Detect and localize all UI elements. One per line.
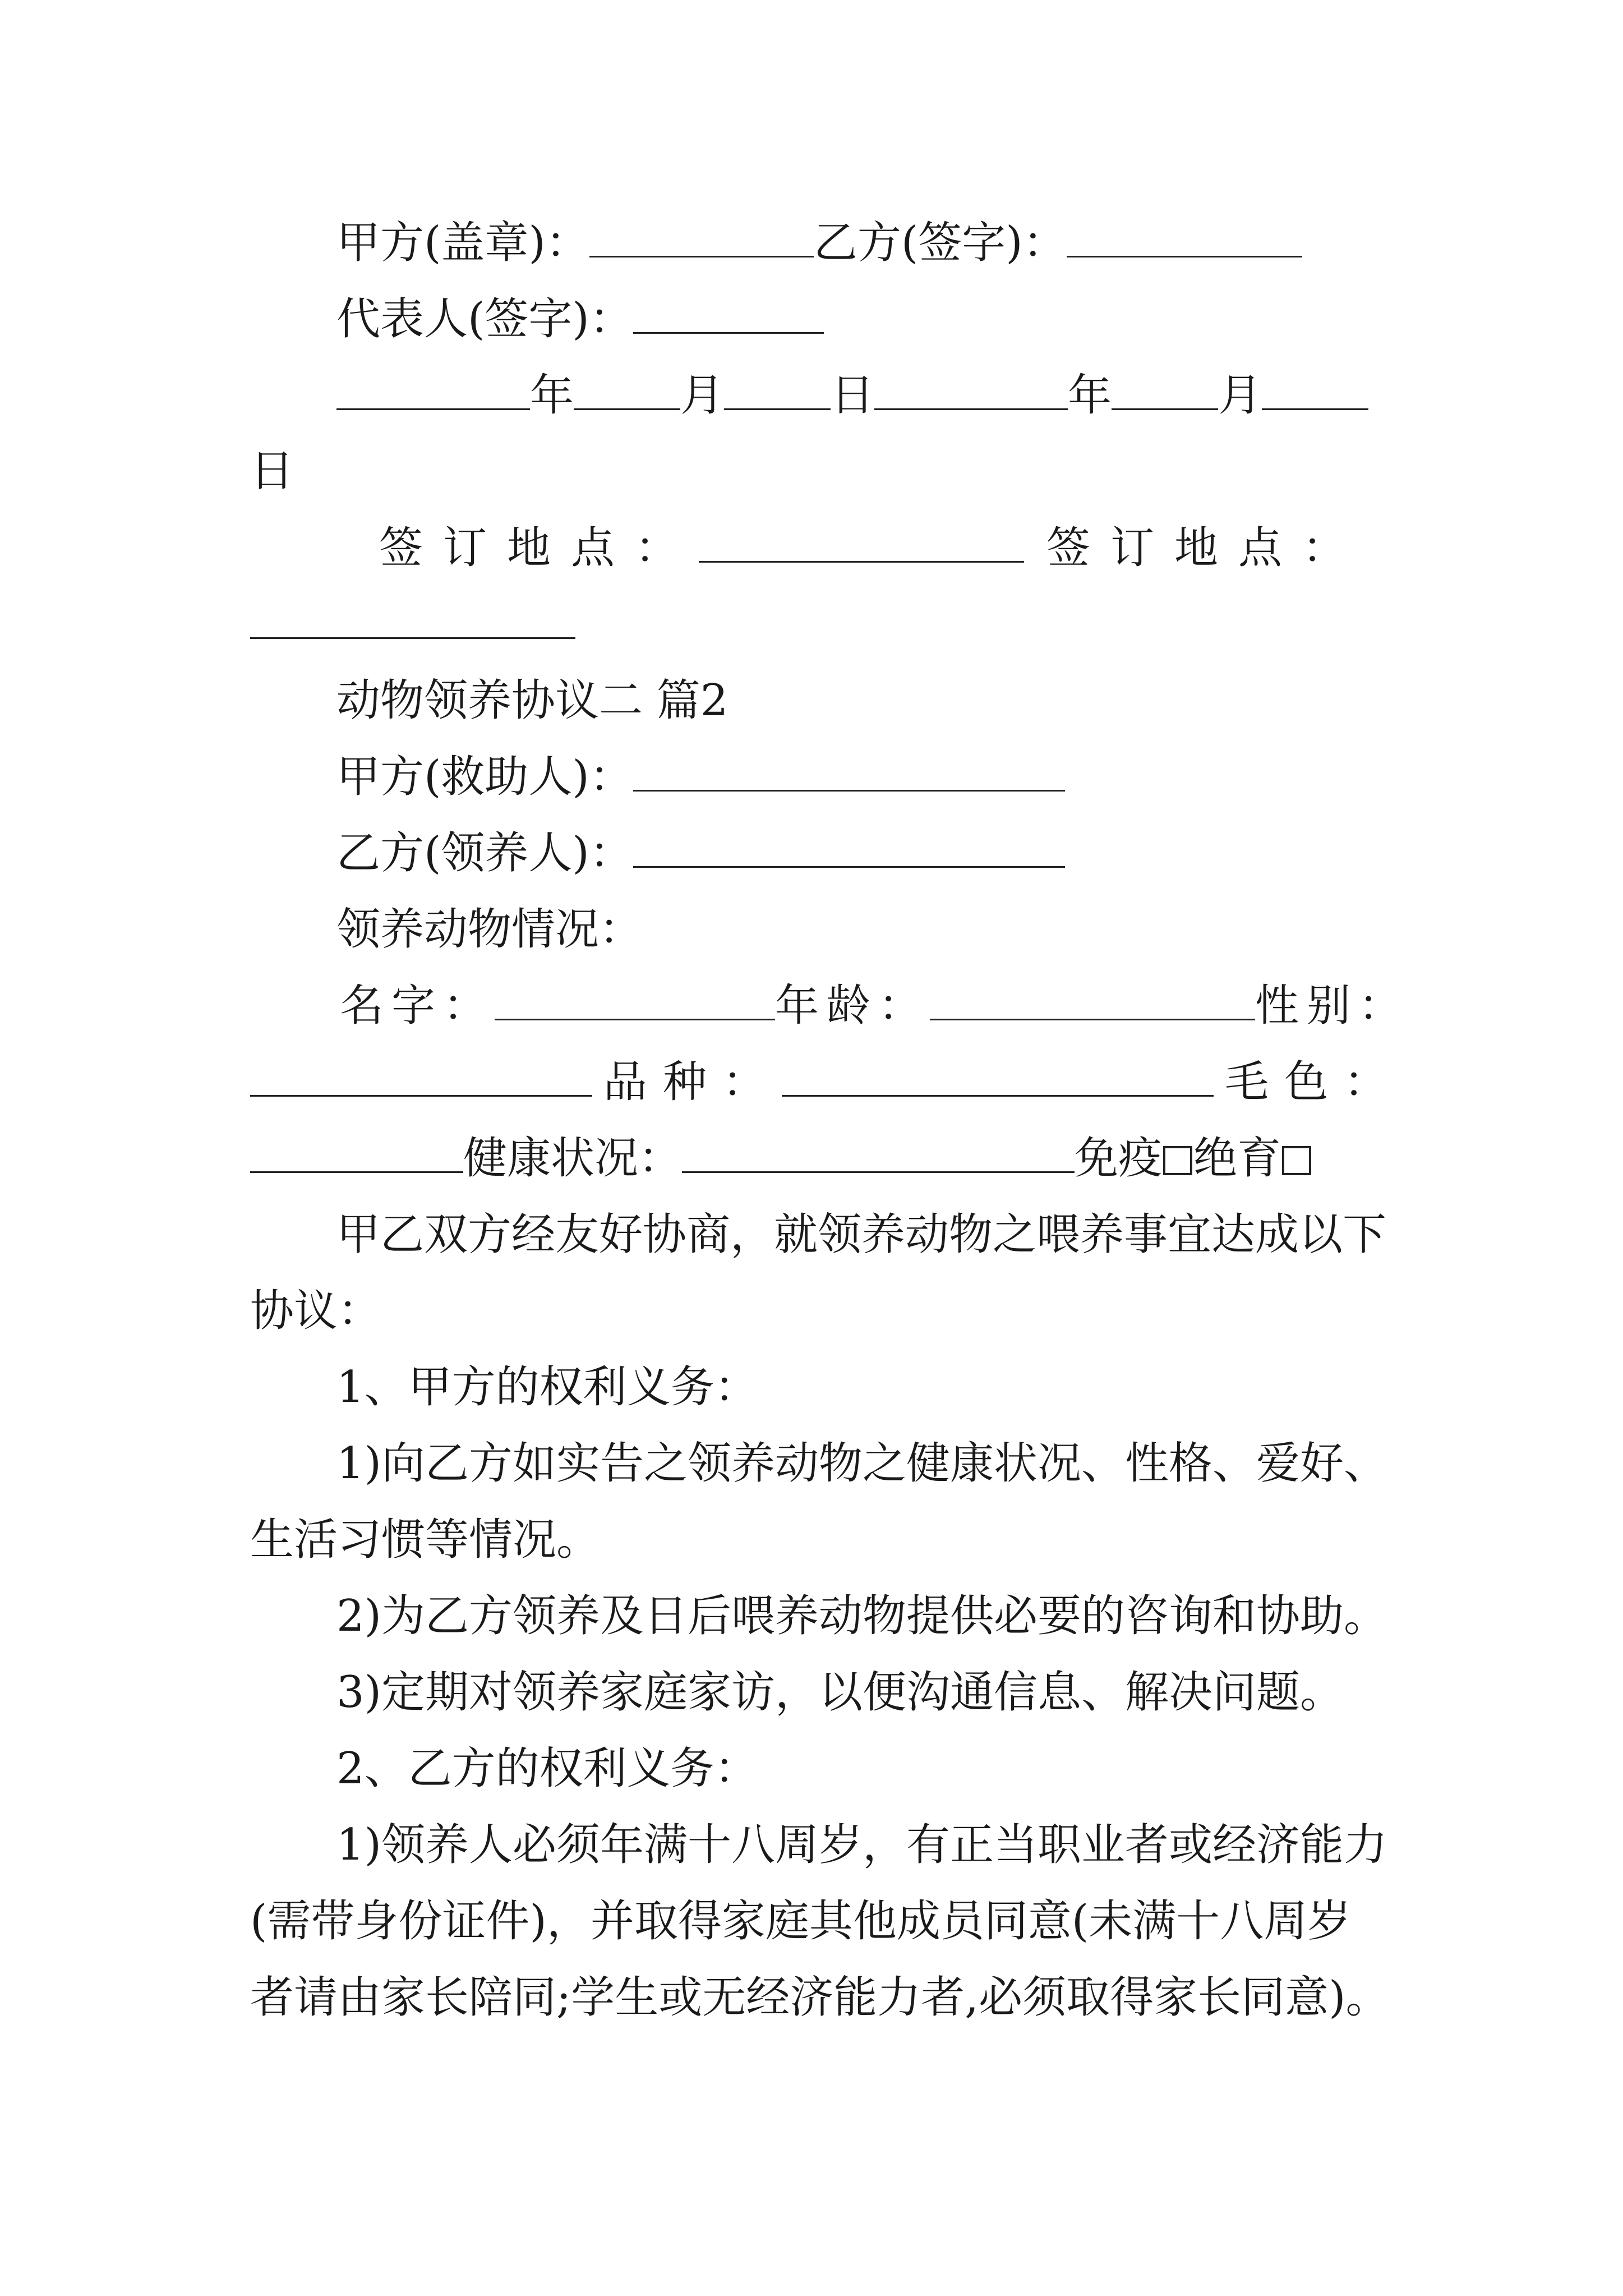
party-b-duty-1-line-3: 者请由家长陪同;学生或无经济能力者,必须取得家长同意)。 [250, 1972, 1390, 2023]
date-a-day-blank [724, 374, 831, 410]
date-b-year-blank [874, 374, 1068, 410]
party-a-duty-1-line-1: 1)向乙方如实告之领养动物之健康状况、性格、爱好、 [336, 1438, 1388, 1489]
neuter-checkbox [1282, 1146, 1311, 1175]
breed-blank [782, 1060, 1214, 1097]
health-label: 健康状况： [463, 1133, 683, 1184]
health-blank [682, 1137, 1075, 1173]
date-a-year: 年 [530, 370, 574, 421]
sign-line-rep [336, 288, 824, 350]
party-a-duty-3: 3)定期对领养家庭家访，以便沟通信息、解决问题。 [336, 1667, 1344, 1718]
party-a-line [336, 746, 1065, 808]
party-a-duty-2: 2)为乙方领养及日后喂养动物提供必要的咨询和协助。 [336, 1591, 1388, 1641]
date-a-year-blank [336, 374, 530, 410]
party-b-line [336, 822, 1065, 884]
date-b-year: 年 [1068, 370, 1112, 421]
sex-blank [250, 1060, 592, 1097]
rep-sign-label: 代表人(签字)： [336, 294, 633, 344]
date-a-day: 日 [831, 370, 875, 421]
sign-line-dates-wrap [250, 440, 294, 502]
intro-line-1: 甲乙双方经友好协商，就领养动物之喂养事宜达成以下 [336, 1209, 1387, 1260]
place-a-label: 签订地点： [379, 523, 699, 573]
color-label: 毛色： [1225, 1057, 1404, 1107]
animal-health-line [250, 1128, 1312, 1189]
party-a-seal-blank [589, 221, 814, 257]
section-title [336, 670, 728, 731]
name-label: 名字： [340, 981, 495, 1031]
party-a-duty-1-line-2: 生活习惯等情况。 [250, 1515, 601, 1565]
party-a-blank [633, 755, 1065, 792]
age-blank [930, 984, 1255, 1020]
sex-label: 性别： [1255, 981, 1410, 1031]
animal-breed-color-line [250, 1051, 1403, 1113]
breed-label: 品种： [603, 1057, 782, 1107]
sign-line-place [379, 517, 1366, 579]
date-b-month-blank [1112, 374, 1218, 410]
date-a-month-blank [574, 374, 680, 410]
party-a-label: 甲方(救助人)： [336, 752, 633, 802]
sign-line-parties [336, 212, 1302, 274]
party-b-duty-1-line-2: (需带身份证件)，并取得家庭其他成员同意(未满十八周岁 [250, 1896, 1352, 1947]
place-a-blank [699, 526, 1024, 563]
date-b-month: 月 [1218, 370, 1262, 421]
name-blank [495, 984, 775, 1020]
party-a-seal-label: 甲方(盖章)： [336, 218, 589, 268]
animal-info-label: 领养动物情况： [336, 904, 643, 955]
section-title-text: 动物领养协议二 篇2 [336, 675, 728, 726]
party-b-sign-blank [1067, 221, 1302, 257]
sign-line-dates [336, 365, 1368, 426]
date-b-day-blank [1262, 374, 1368, 410]
place-b-blank [250, 602, 575, 639]
animal-name-age-line [340, 975, 1410, 1037]
animal-info-line [336, 899, 643, 960]
vaccine-checkbox [1163, 1146, 1192, 1175]
party-b-label: 乙方(领养人)： [336, 828, 633, 878]
date-a-month: 月 [680, 370, 725, 421]
party-b-sign-label: 乙方(签字)： [813, 218, 1067, 268]
place-b-label: 签订地点： [1046, 523, 1367, 573]
date-b-day: 日 [250, 446, 294, 496]
neuter-label: 绝育 [1193, 1133, 1281, 1184]
age-label: 年龄： [775, 981, 930, 1031]
sign-line-place-wrap [250, 593, 575, 655]
party-b-duty-1-line-1: 1)领养人必须年满十八周岁，有正当职业者或经济能力 [336, 1820, 1388, 1870]
intro-line-2: 协议： [250, 1286, 382, 1336]
color-blank [250, 1137, 463, 1173]
party-a-duties-title: 1、甲方的权利义务： [336, 1362, 758, 1412]
rep-sign-blank [633, 297, 824, 334]
party-b-blank [633, 831, 1065, 868]
party-b-duties-title: 2、乙方的权利义务： [336, 1743, 758, 1794]
vaccine-label: 免疫 [1075, 1133, 1163, 1184]
